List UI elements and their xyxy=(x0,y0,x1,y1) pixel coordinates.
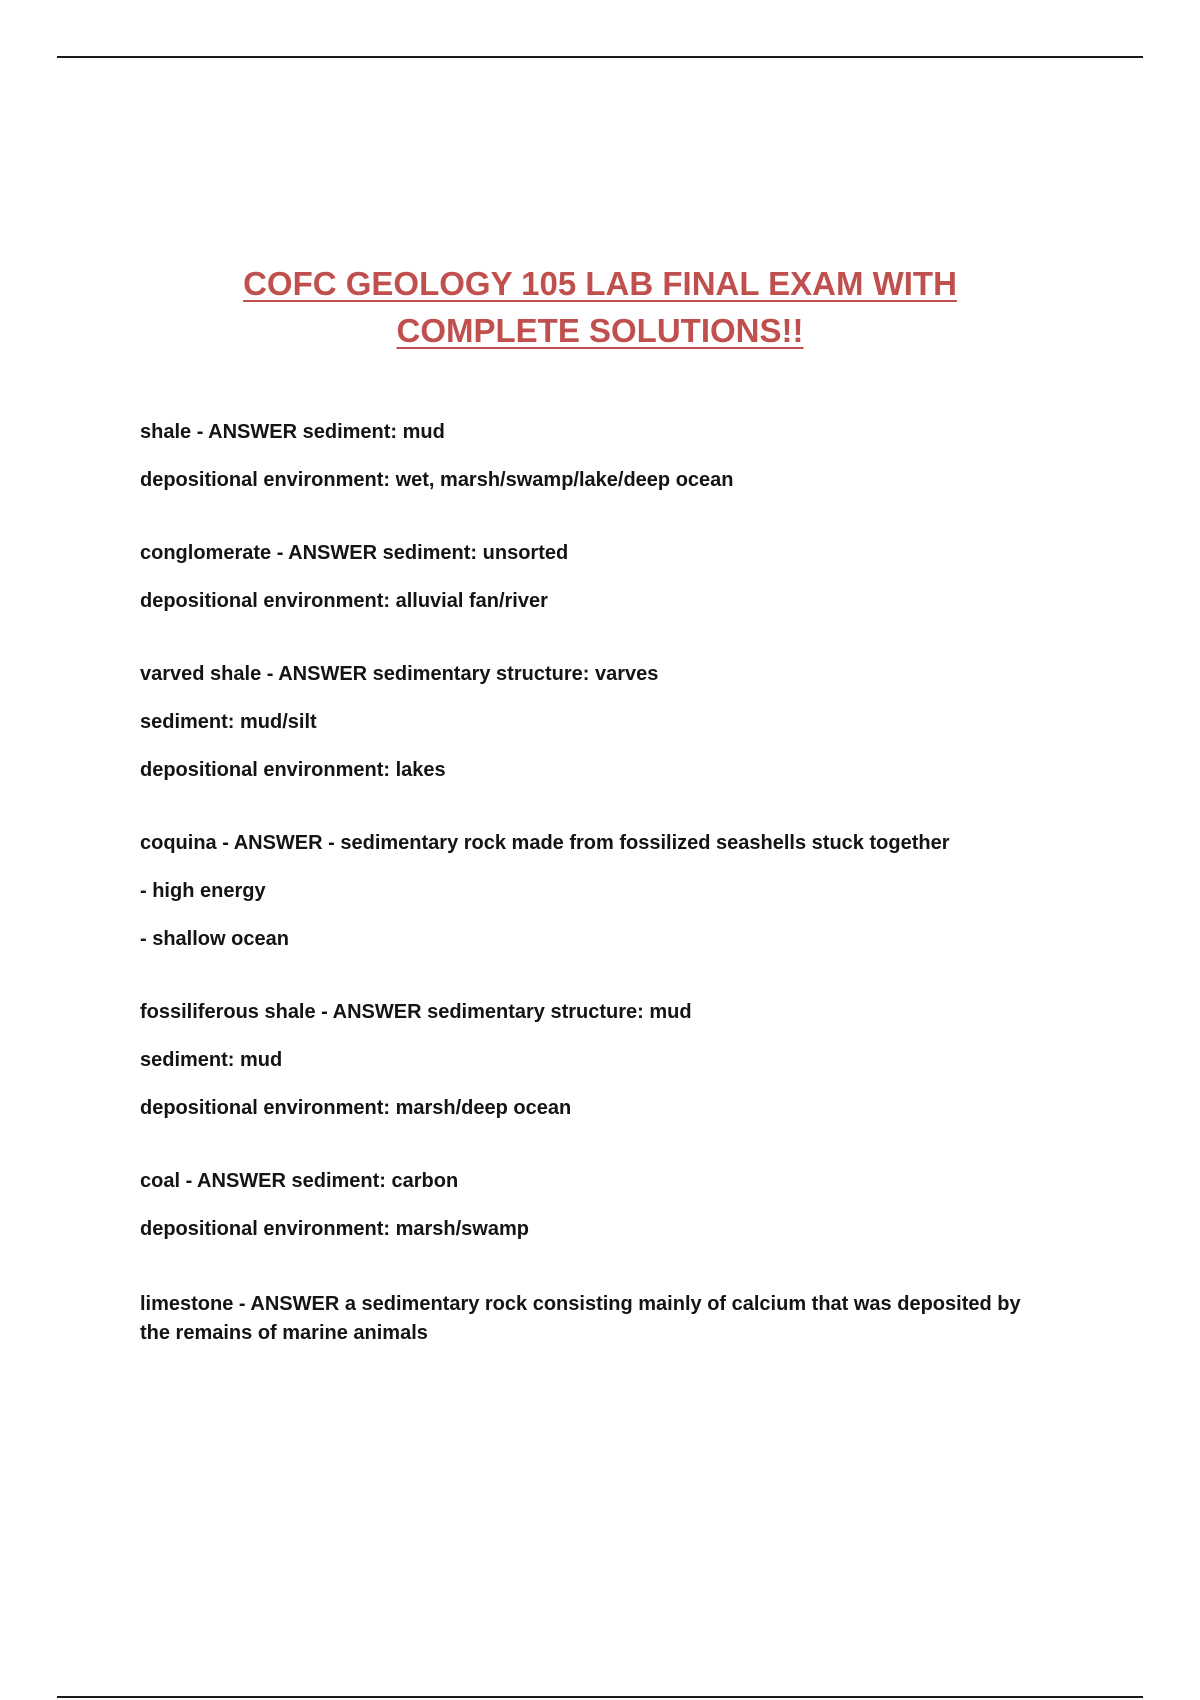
entry-line: - high energy xyxy=(140,880,266,902)
qa-entry-coal xyxy=(140,1169,1040,1241)
entry-line: sediment: mud xyxy=(140,1049,283,1071)
entry-line: coal - ANSWER sediment: carbon xyxy=(140,1170,459,1192)
qa-entry-conglomerate xyxy=(140,541,1040,613)
entry-line: shale - ANSWER sediment: mud xyxy=(140,421,445,443)
document-title xyxy=(0,260,1200,354)
entry-line: depositional environment: marsh/swamp xyxy=(140,1218,529,1240)
entry-line: depositional environment: lakes xyxy=(140,759,446,781)
qa-entry-limestone xyxy=(140,1290,1040,1348)
qa-entry-fossiliferous-shale xyxy=(140,1000,1040,1120)
top-rule xyxy=(57,56,1143,58)
entry-line: limestone - ANSWER a sedimentary rock consisting mainly of calcium that was deposited by the remains of marine animals xyxy=(140,1293,1021,1344)
qa-list xyxy=(140,420,1040,1397)
entry-line: varved shale - ANSWER sedimentary structure: varves xyxy=(140,663,659,685)
qa-entry-varved-shale xyxy=(140,662,1040,782)
entry-line: depositional environment: alluvial fan/river xyxy=(140,590,548,612)
title-line-1: COFC GEOLOGY 105 LAB FINAL EXAM WITH xyxy=(243,265,957,302)
qa-entry-shale xyxy=(140,420,1040,492)
qa-entry-coquina xyxy=(140,831,1040,951)
entry-line: depositional environment: wet, marsh/swamp/lake/deep ocean xyxy=(140,469,734,491)
entry-line: depositional environment: marsh/deep ocean xyxy=(140,1097,572,1119)
entry-line: coquina - ANSWER - sedimentary rock made from fossilized seashells stuck together xyxy=(140,832,950,854)
bottom-rule xyxy=(57,1696,1143,1698)
entry-line: fossiliferous shale - ANSWER sedimentary structure: mud xyxy=(140,1001,692,1023)
entry-line: sediment: mud/silt xyxy=(140,711,317,733)
entry-line: conglomerate - ANSWER sediment: unsorted xyxy=(140,542,569,564)
entry-line: - shallow ocean xyxy=(140,928,289,950)
title-line-2: COMPLETE SOLUTIONS!! xyxy=(396,312,804,349)
